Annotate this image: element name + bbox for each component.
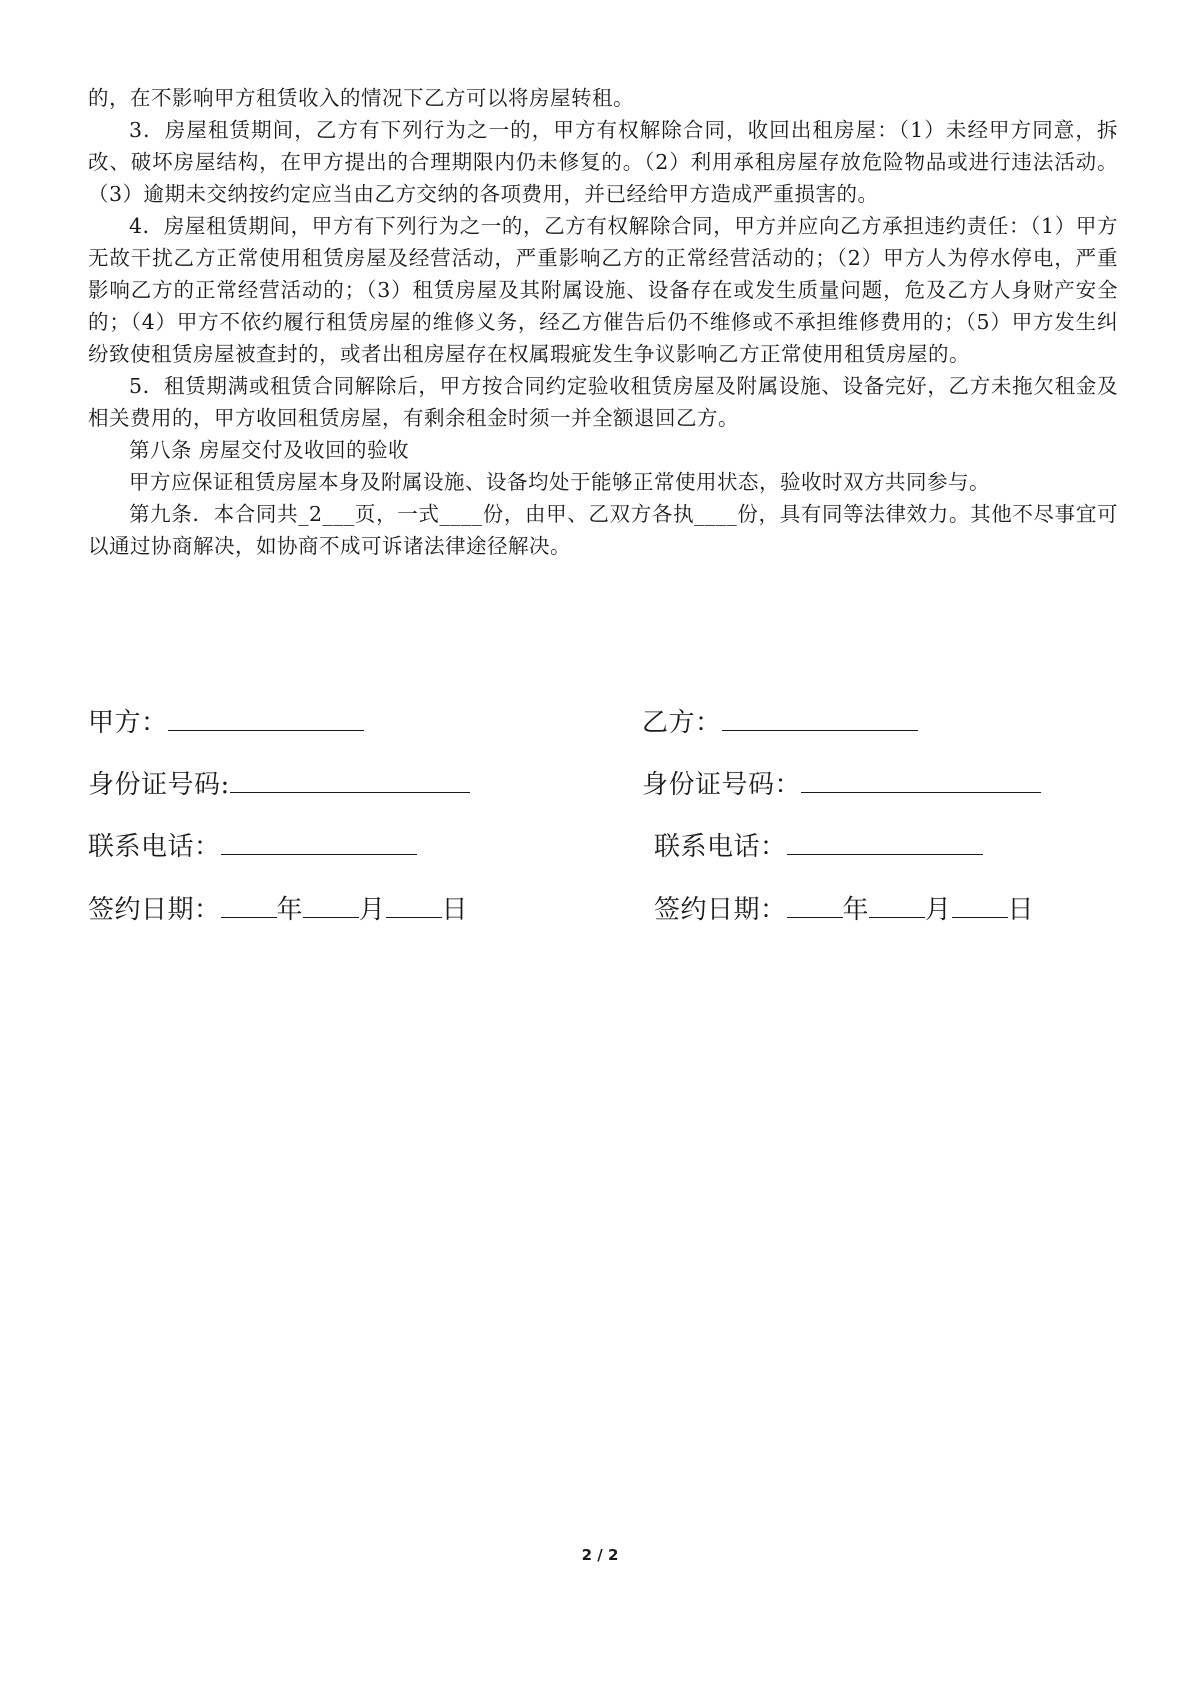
year-label: 年 — [842, 895, 870, 925]
paragraph-clause-5: 5．租赁期满或租赁合同解除后，甲方按合同约定验收租赁房屋及附属设施、设备完好，乙方未拖欠租金及相关费用的，甲方收回租赁房屋，有剩余租金时须一并全额退回乙方。 — [88, 374, 1118, 430]
party-a-date-label: 签约日期： — [88, 895, 221, 925]
party-b-year-blank[interactable] — [787, 895, 843, 918]
party-a-id-row — [88, 768, 470, 802]
party-b-phone-row — [654, 830, 983, 864]
party-b-phone-label: 联系电话： — [654, 832, 787, 862]
party-b-phone-blank[interactable] — [787, 832, 983, 855]
day-label: 日 — [1007, 895, 1035, 925]
party-a-row — [88, 706, 364, 740]
party-b-month-blank[interactable] — [869, 895, 925, 918]
party-b-id-label: 身份证号码： — [642, 770, 802, 800]
party-b-blank[interactable] — [722, 708, 918, 731]
party-b-row — [642, 706, 918, 740]
party-b-label: 乙方： — [642, 708, 722, 738]
paragraph-clause-4: 4．房屋租赁期间，甲方有下列行为之一的，乙方有权解除合同，甲方并应向乙方承担违约责任：（1）甲方无故干扰乙方正常使用租赁房屋及经营活动，严重影响乙方的正常经营活动的；（2）甲方人为停水停电，严重影响乙方的正常经营活动的；（3）租赁房屋及其附属设施、设备存在或发生质量问题，危及乙方人身财产安全的；（4）甲方不依约履行租赁房屋的维修义务，经乙方催告后仍不维修或不承担维修费用的；（5）甲方发生纠纷致使租赁房屋被查封的，或者出租房屋存在权属瑕疵发生争议影响乙方正常使用租赁房屋的。 — [88, 214, 1118, 366]
party-b-day-blank[interactable] — [952, 895, 1008, 918]
day-label: 日 — [441, 895, 469, 925]
page-number: 2 / 2 — [581, 1546, 619, 1564]
month-label: 月 — [359, 895, 386, 925]
party-b-id-blank[interactable] — [801, 770, 1041, 793]
party-a-day-blank[interactable] — [386, 895, 442, 918]
article-8-heading: 第八条 房屋交付及收回的验收 — [129, 438, 410, 462]
party-a-blank[interactable] — [168, 708, 364, 731]
month-label: 月 — [925, 895, 952, 925]
article-8-body: 甲方应保证租赁房屋本身及附属设施、设备均处于能够正常使用状态，验收时双方共同参与。 — [129, 470, 990, 494]
party-b-date-label: 签约日期： — [654, 895, 787, 925]
article-9-body: 第九条．本合同共_2___页，一式____份，由甲、乙双方各执____份，具有同等法律效力。其他不尽事宜可以通过协商解决，如协商不成可诉诸法律途径解决。 — [88, 502, 1118, 558]
party-a-id-label: 身份证号码: — [88, 770, 230, 800]
party-a-month-blank[interactable] — [303, 895, 359, 918]
party-a-phone-blank[interactable] — [221, 832, 417, 855]
party-a-year-blank[interactable] — [221, 895, 277, 918]
party-a-phone-label: 联系电话： — [88, 832, 221, 862]
party-a-id-blank[interactable] — [230, 770, 470, 793]
party-b-date-row — [654, 893, 1034, 927]
year-label: 年 — [276, 895, 304, 925]
party-b-id-row — [642, 768, 1041, 802]
paragraph-clause-3: 3．房屋租赁期间，乙方有下列行为之一的，甲方有权解除合同，收回出租房屋：（1）未经甲方同意，拆改、破坏房屋结构，在甲方提出的合理期限内仍未修复的。（2）利用承租房屋存放危险物品或进行违法活动。（3）逾期未交纳按约定应当由乙方交纳的各项费用，并已经给甲方造成严重损害的。 — [88, 118, 1118, 206]
contract-body — [88, 82, 1118, 562]
party-a-phone-row — [88, 830, 417, 864]
party-a-date-row — [88, 893, 468, 927]
paragraph-continuation: 的，在不影响甲方租赁收入的情况下乙方可以将房屋转租。 — [88, 86, 634, 110]
party-a-label: 甲方： — [88, 708, 168, 738]
